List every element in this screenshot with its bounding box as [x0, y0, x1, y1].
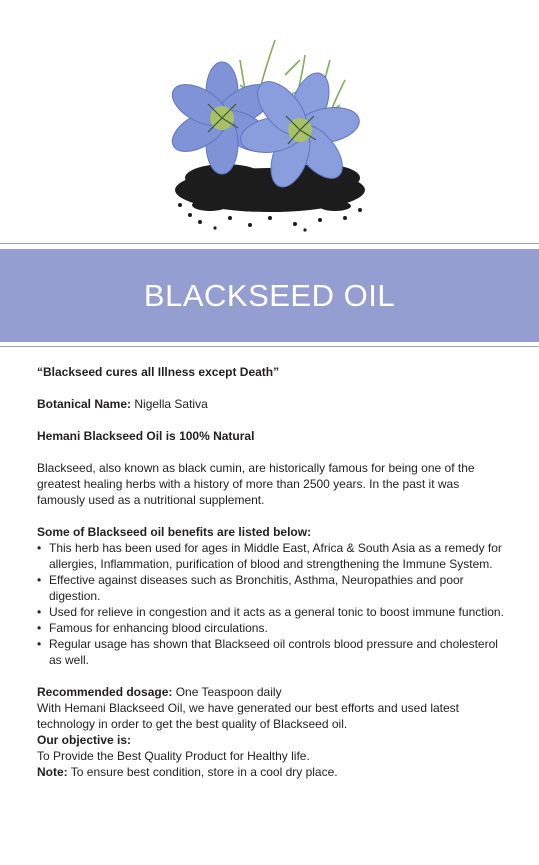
objective-text: To Provide the Best Quality Product for Healthy life.: [37, 749, 310, 763]
title-banner: [0, 249, 539, 342]
objective-heading: Our objective is:: [37, 733, 132, 747]
list-item: • Effective against diseases such as Bronchitis, Asthma, Neuropathies and poor digestion.: [49, 572, 507, 604]
list-item: • Regular usage has shown that Blackseed oil controls blood pressure and cholesterol as well.: [49, 636, 507, 668]
left-flower: [166, 62, 279, 174]
effort-paragraph: With Hemani Blackseed Oil, we have generated our best efforts and used latest technology in order to get the best quality of Blackseed oil.: [37, 701, 460, 731]
product-description: [37, 364, 507, 780]
intro-paragraph: Blackseed, also known as black cumin, are historically famous for being one of the greatest healing herbs with a history of more than 2500 years. In the past it was famously used as a nutritional supplement.: [37, 461, 475, 507]
benefits-heading: Some of Blackseed oil benefits are listed below:: [37, 525, 312, 539]
natural-statement: Hemani Blackseed Oil is 100% Natural: [37, 429, 255, 443]
bottom-divider: [0, 346, 539, 347]
benefits-list: [37, 540, 507, 668]
top-divider: [0, 243, 539, 244]
list-item: • This herb has been used for ages in Middle East, Africa & South Asia as a remedy for allergies, Inflammation, purification of blood and strengthening the Immune System.: [49, 540, 507, 572]
quote: “Blackseed cures all Illness except Death”: [37, 365, 280, 379]
list-item: • Famous for enhancing blood circulations.: [49, 620, 507, 636]
recommended-dosage: Recommended dosage: One Teaspoon daily: [37, 685, 282, 699]
hero-image: [0, 0, 539, 240]
storage-note: Note: To ensure best condition, store in a cool dry place.: [37, 765, 338, 779]
botanical-name: Botanical Name: Nigella Sativa: [37, 397, 208, 411]
nigella-flower-illustration: [0, 0, 539, 240]
list-item: • Used for relieve in congestion and it acts as a general tonic to boost immune function.: [49, 604, 507, 620]
page-title: BLACKSEED OIL: [143, 277, 396, 313]
